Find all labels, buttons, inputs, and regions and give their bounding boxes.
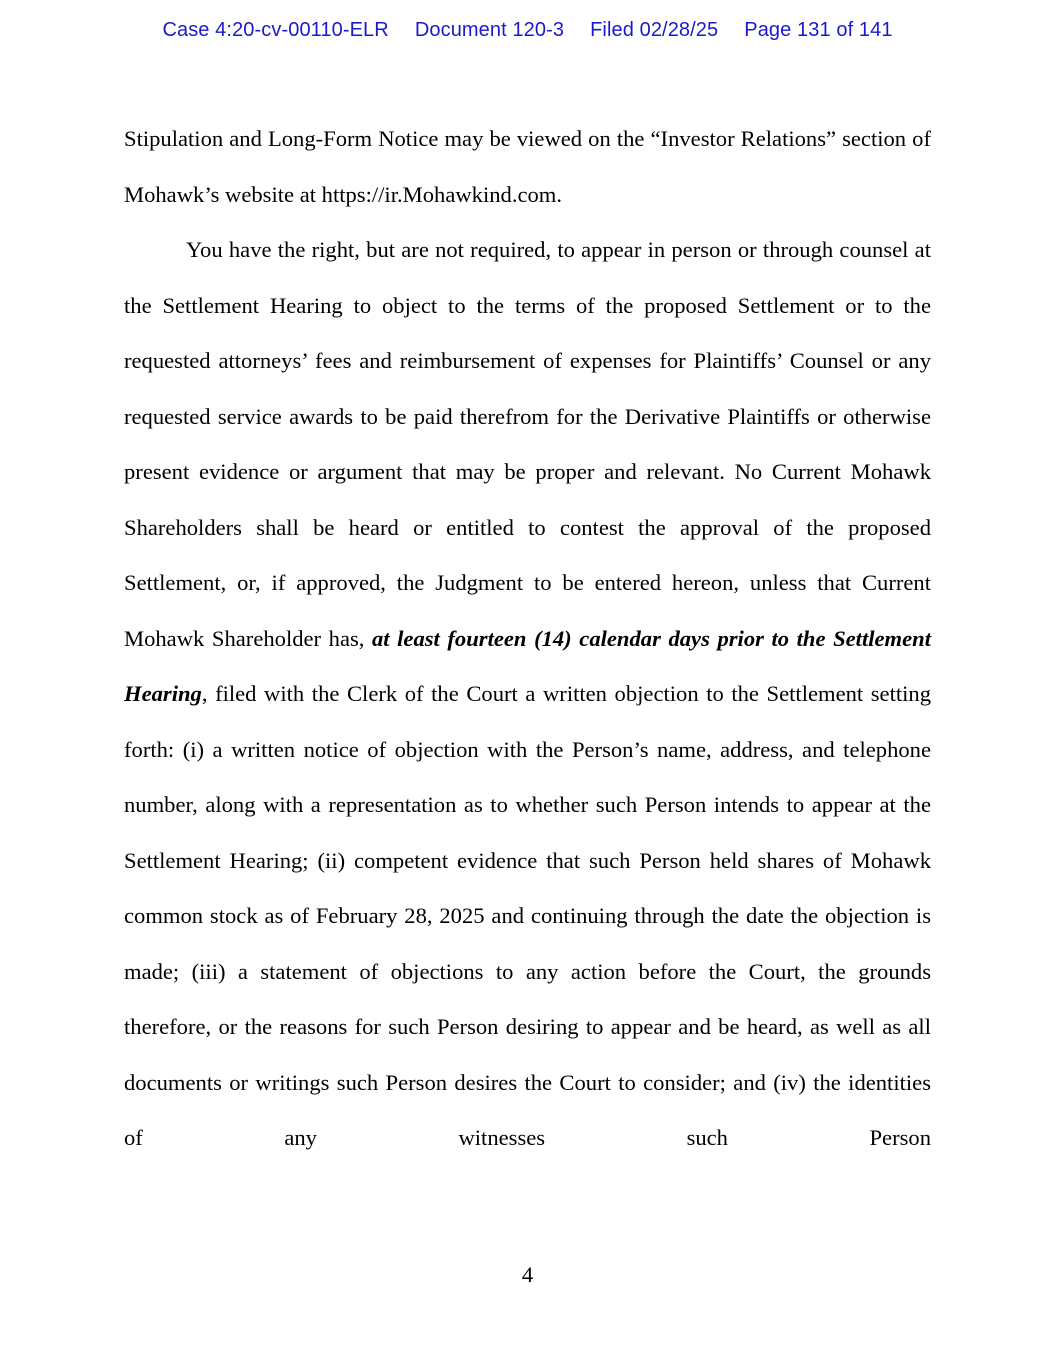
page-count: Page 131 of 141 — [744, 19, 893, 41]
filed-date: Filed 02/28/25 — [590, 19, 719, 41]
ecf-filing-header — [0, 19, 1055, 42]
paragraph-text-before: You have the right, but are not required, to appear in person or through counsel at the Settlement Hearing to object to the terms of the proposed Settlement or to the requested attorneys’ fees and reimbursement of expenses for Plaintiffs’ Counsel or any requested service awards to be paid therefrom for the Derivative Plaintiffs or otherwise present evidence or argument that may be proper and relevant. No Current Mohawk Shareholders shall be heard or entitled to contest the approval of the proposed Settlement, or, if approved, the Judgment to be entered hereon, unless that Current Mohawk Shareholder has, — [124, 237, 931, 651]
case-number: Case 4:20-cv-00110-ELR — [162, 19, 389, 41]
document-body — [124, 111, 931, 1166]
paragraph-continued: Stipulation and Long-Form Notice may be viewed on the “Investor Relations” section of Mohawk’s website at https://ir.Mohawkind.com. — [124, 126, 931, 207]
page-number: 4 — [521, 1262, 534, 1287]
paragraph-objection-rights — [124, 222, 931, 1166]
document-number: Document 120-3 — [414, 19, 565, 41]
deadline-emphasis: at least fourteen (14) calendar days prior to the Settlement Hearing — [124, 625, 931, 706]
paragraph-text-after: , filed with the Clerk of the Court a written objection to the Settlement setting forth: (i) a written notice of objection with the Person’s name, address, and telephone number, along with a representation as to whether such Person intends to appear at the Settlement Hearing; (ii) competent evidence that such Person held shares of Mohawk common stock as of February 28, 2025 and continuing through the date the objection is made; (iii) a statement of objections to any action before the Court, the grounds therefore, or the reasons for such Person desiring to appear and be heard, as well as all documents or writings such Person desires the Court to consider; and (iv) the identities of any witnesses such Person — [124, 681, 931, 1150]
